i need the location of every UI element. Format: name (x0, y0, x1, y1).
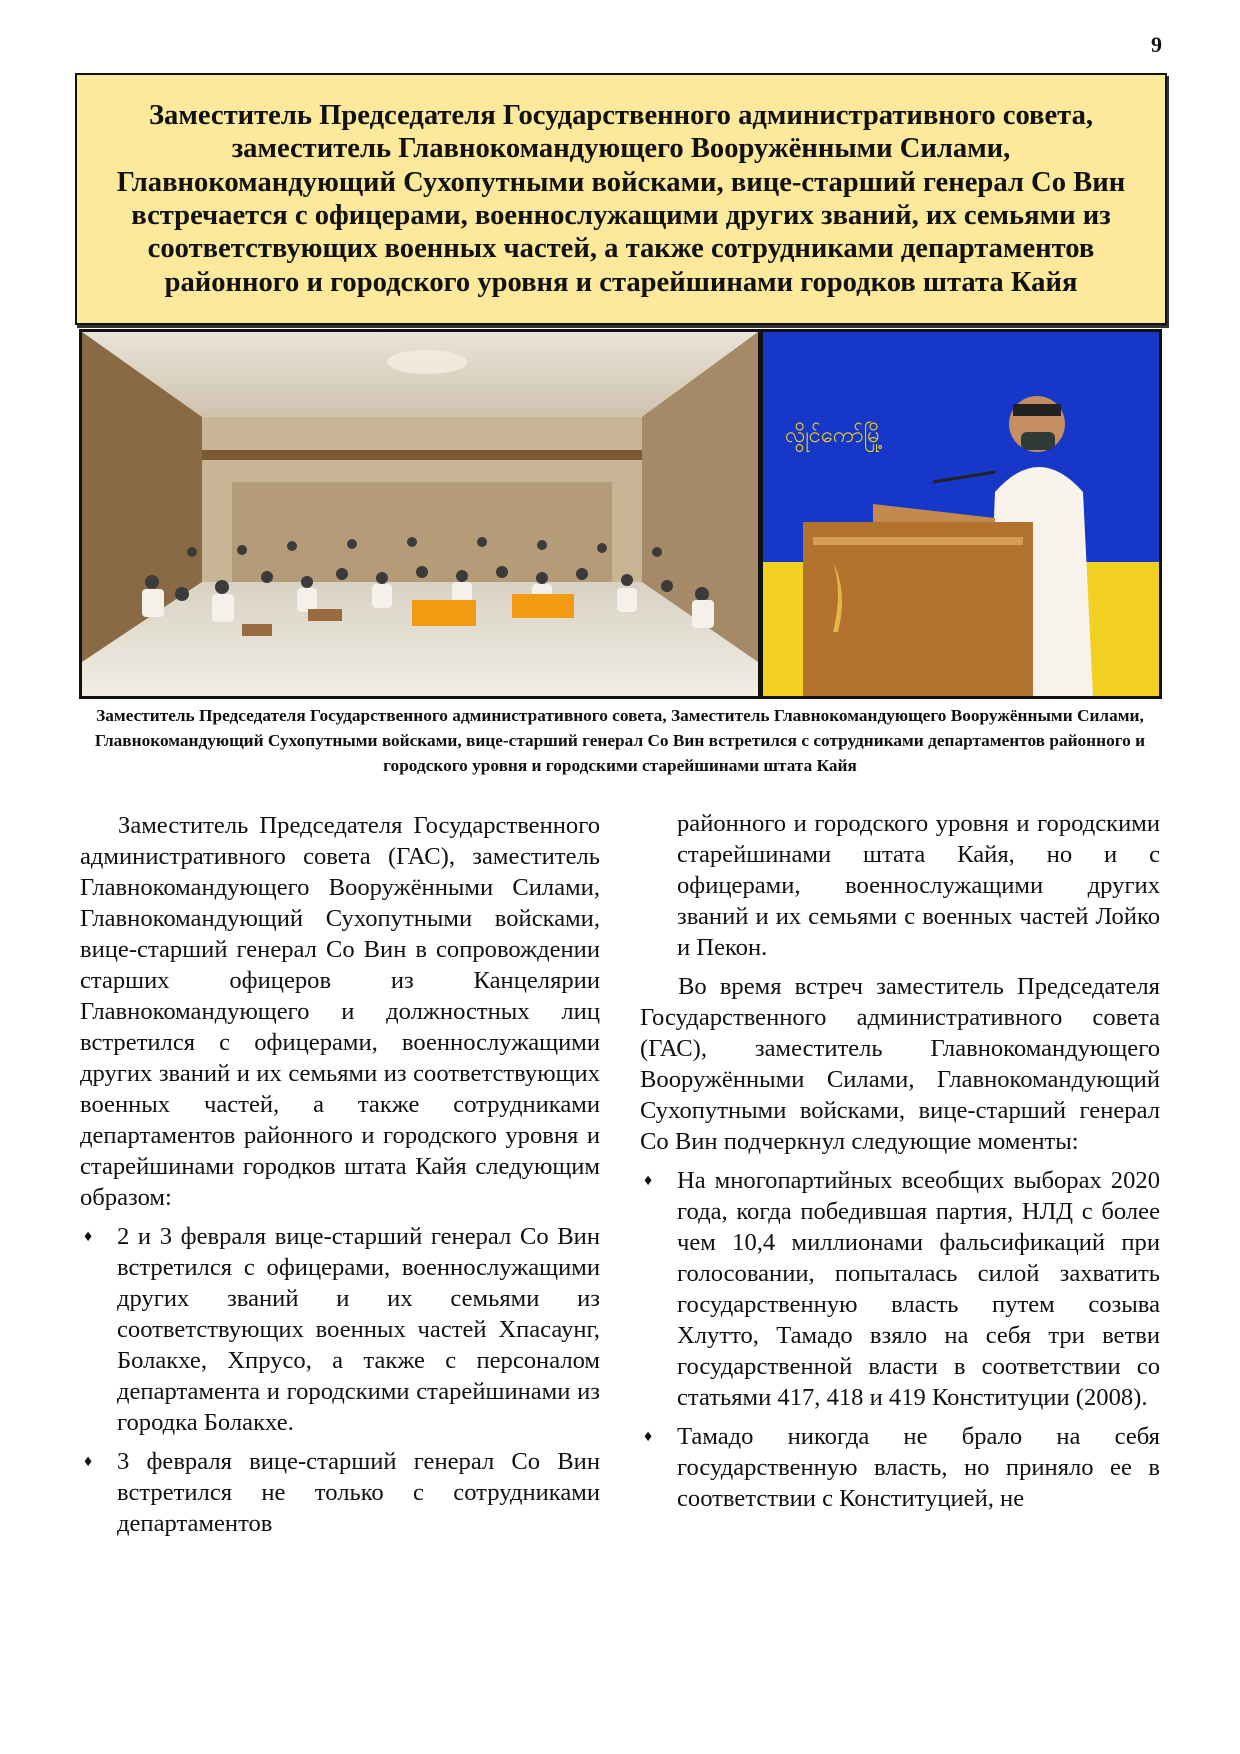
intro-paragraph: Заместитель Председателя Государственного административного совета (ГАС), заместитель Главнокомандующего Вооружёнными Силами, Главнокомандующий Сухопутными войсками, вице-старший генерал Со Вин в сопровождении старших офицеров из Канцелярии Главнокомандующего и должностных лиц встретился с офицерами, военнослужащими других званий и их семьями из соответствующих военных частей, а также сотрудниками департаментов районного и городского уровня и старейшинами городков штата Кайя следующим образом: (80, 812, 600, 1211)
hall-meeting-photo (82, 332, 758, 696)
right-column (640, 808, 1160, 1522)
diamond-bullet-icon: ♦ (84, 1453, 93, 1470)
diamond-bullet-icon: ♦ (644, 1428, 653, 1445)
continuation-paragraph: районного и городского уровня и городскими старейшинами штата Кайя, но и с офицерами, военнослужащими других званий и их семьями с военных частей Лойко и Пекон. (677, 810, 1160, 961)
photo-caption: Заместитель Председателя Государственного административного совета, Заместитель Главнокомандующего Вооружёнными Силами, Главнокомандующий Сухопутными войсками, вице-старший генерал Со Вин встретился с сотрудниками департаментов районного и городского уровня и городскими старейшинами штата Кайя (94, 706, 1146, 775)
left-bullet-list (80, 1221, 600, 1539)
list-item (640, 1421, 1160, 1514)
photo-row (79, 329, 1162, 699)
page-number: 9 (1151, 32, 1162, 57)
bullet-text: На многопартийных всеобщих выборах 2020 года, когда победившая партия, НЛД с более чем 10,4 миллионами фальсификаций при голосовании, попыталась силой захватить государственную власть путем созыва Хлутто, Тамадо взяло на себя три ветви государственной власти в соответствии со статьями 417, 418 и 419 Конституции (2008). (677, 1167, 1160, 1411)
list-item (80, 1446, 600, 1539)
podium-sign-text: လွိုင်ကော်မြို့ (785, 423, 884, 448)
bullet-text: 2 и 3 февраля вице-старший генерал Со Вин встретился с офицерами, военнослужащими других званий и их семьями из соответствующих военных частей Хпасаунг, Болакхе, Хпрусо, а также с персоналом департамента и городскими старейшинами из городка Болакхе. (117, 1223, 600, 1436)
list-item (80, 1221, 600, 1438)
diamond-bullet-icon: ♦ (84, 1228, 93, 1245)
diamond-bullet-icon: ♦ (644, 1172, 653, 1189)
right-bullet-list (640, 1165, 1160, 1514)
headline-box (75, 73, 1167, 325)
left-column (80, 810, 600, 1547)
bullet-text: Тамадо никогда не брало на себя государственную власть, но приняло ее в соответствии с Конституцией, не (677, 1423, 1160, 1512)
podium-speaker-photo (763, 332, 1159, 696)
meetings-paragraph: Во время встреч заместитель Председателя Государственного административного совета (ГАС), заместитель Главнокомандующего Вооружёнными Силами, Главнокомандующий Сухопутными войсками, вице-старший генерал Со Вин подчеркнул следующие моменты: (640, 973, 1160, 1155)
list-item (640, 1165, 1160, 1413)
headline: Заместитель Председателя Государственного административного совета, заместитель Главнокомандующего Вооружёнными Силами, Главнокомандующий Сухопутными войсками, вице-старший генерал Со Вин встречается с офицерами, военнослужащими других званий, их семьями из соответствующих военных частей, а также сотрудниками департаментов районного и городского уровня и старейшинами городков штата Кайя (116, 99, 1126, 298)
bullet-text: 3 февраля вице-старший генерал Со Вин встретился не только с сотрудниками департаментов (117, 1448, 600, 1537)
